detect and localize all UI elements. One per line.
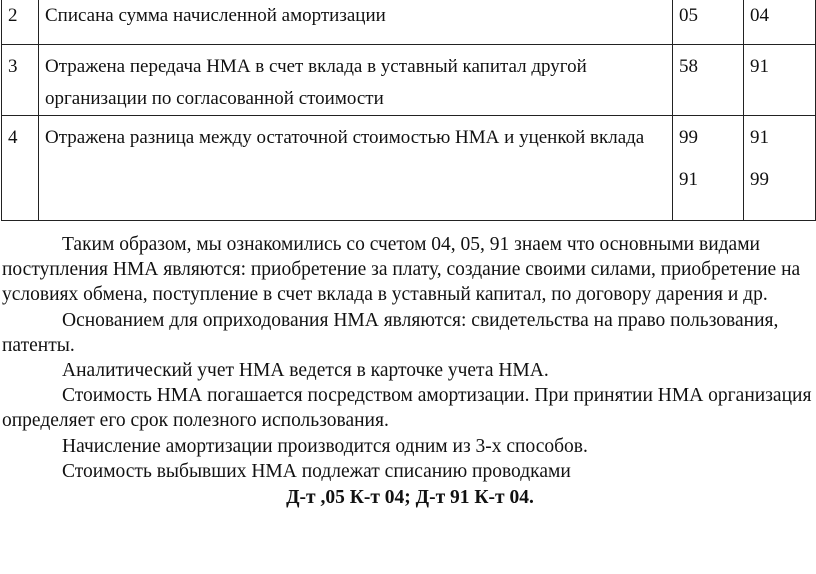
- debit-value: 58: [679, 56, 698, 77]
- operation-text: Отражена разница между остаточной стоимостью НМА и уценкой вклада: [39, 116, 673, 221]
- paragraph: Таким образом, мы ознакомились со счетом 04, 05, 91 знаем что основными видами поступления НМА являются: приобретение за плату, создание своими силами, приобретение на условиях обмена, поступление в счет вклада в уставный капитал, по договору дарения и др.: [2, 234, 801, 306]
- posting-formula: Д-т ,05 К-т 04; Д-т 91 К-т 04.: [286, 487, 534, 509]
- debit-account: [673, 45, 744, 116]
- debit-value: 05: [679, 5, 698, 26]
- credit-account: [744, 116, 816, 221]
- postings-table: [1, 0, 816, 221]
- row-number: 3: [2, 45, 39, 116]
- paragraph: Стоимость выбывших НМА подлежат списанию проводками: [62, 460, 571, 482]
- credit-value: 91: [750, 127, 769, 148]
- table-row: [2, 116, 816, 221]
- paragraph: Основанием для оприходования НМА являются: свидетельства на право пользования, патенты.: [2, 309, 779, 356]
- debit-value: 91: [679, 169, 698, 190]
- debit-account: [673, 116, 744, 221]
- paragraph: Начисление амортизации производится одним из 3-х способов.: [62, 435, 588, 457]
- table-row: [2, 45, 816, 116]
- paragraph: Аналитический учет НМА ведется в карточке учета НМА.: [62, 360, 549, 382]
- credit-value: 04: [750, 5, 769, 26]
- table-row: [2, 0, 816, 45]
- credit-account: [744, 45, 816, 116]
- body-text: [2, 232, 814, 510]
- operation-text: Отражена передача НМА в счет вклада в уставный капитал другой организации по согласованной стоимости: [39, 45, 673, 116]
- debit-account: [673, 0, 744, 45]
- credit-value: 91: [750, 56, 769, 77]
- credit-account: [744, 0, 816, 45]
- operation-text: Списана сумма начисленной амортизации: [39, 0, 673, 45]
- credit-value: 99: [750, 169, 769, 190]
- paragraph: Стоимость НМА погашается посредством амортизации. При принятии НМА организация определяет его срок полезного использования.: [2, 385, 812, 432]
- debit-value: 99: [679, 127, 698, 148]
- row-number: 2: [2, 0, 39, 45]
- row-number: 4: [2, 116, 39, 221]
